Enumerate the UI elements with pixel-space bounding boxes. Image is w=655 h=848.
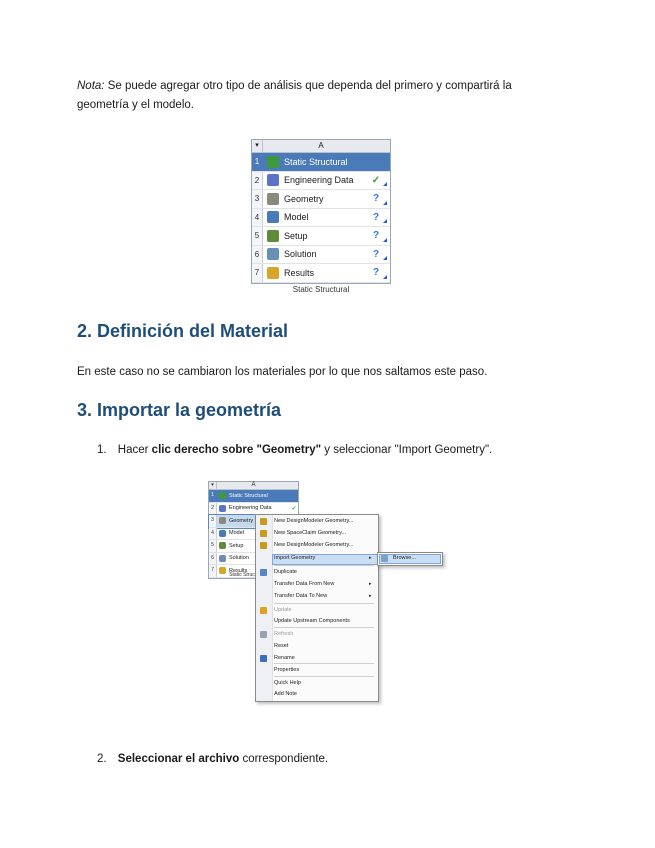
row-label: Engineering Data bbox=[229, 505, 272, 512]
menu-separator bbox=[274, 603, 374, 604]
menu-item-label: Reset bbox=[274, 643, 289, 649]
menu-item[interactable] bbox=[274, 607, 292, 613]
menu-item[interactable] bbox=[274, 643, 288, 649]
system-2-caption: Static Struc bbox=[229, 572, 255, 578]
menu-item-icon bbox=[260, 542, 267, 549]
row-number: 2 bbox=[209, 503, 217, 515]
model-icon bbox=[267, 211, 279, 223]
menu-item-icon bbox=[260, 518, 267, 525]
submenu-arrow-icon: ▸ bbox=[369, 555, 372, 561]
browse-menu-item[interactable]: Browse... bbox=[393, 555, 416, 561]
connection-triangle-icon bbox=[383, 238, 387, 242]
row-label: Geometry bbox=[229, 517, 254, 524]
menu-item-label: Rename bbox=[274, 655, 295, 661]
menu-item[interactable] bbox=[274, 618, 350, 624]
menu-item-label: Update Upstream Components bbox=[274, 618, 350, 624]
system-row[interactable] bbox=[252, 227, 390, 246]
row-number: 6 bbox=[252, 246, 263, 264]
row-number: 6 bbox=[209, 553, 217, 565]
row-label: Solution bbox=[284, 249, 317, 260]
menu-item[interactable] bbox=[274, 680, 301, 686]
row-number: 4 bbox=[252, 209, 263, 227]
nota-label: Nota: bbox=[77, 80, 105, 92]
row-number: 3 bbox=[252, 190, 263, 208]
system-2-header bbox=[209, 482, 298, 490]
step-2-number: 2. bbox=[97, 753, 107, 765]
browse-icon bbox=[381, 555, 388, 562]
menu-item[interactable] bbox=[274, 530, 346, 536]
engineering-data-icon bbox=[267, 174, 279, 186]
results-icon bbox=[267, 267, 279, 279]
attention-icon: ? bbox=[372, 230, 380, 242]
up-to-date-icon: ✓ bbox=[371, 174, 381, 186]
menu-item-label: Transfer Data To New bbox=[274, 593, 328, 599]
row-label: Static Structural bbox=[284, 156, 348, 167]
geometry-icon bbox=[219, 517, 226, 524]
step-1-pre: Hacer bbox=[117, 444, 152, 456]
system-header bbox=[252, 140, 390, 153]
nota-paragraph bbox=[77, 77, 577, 115]
system-row[interactable] bbox=[252, 172, 390, 191]
row-number: 5 bbox=[209, 540, 217, 552]
model-icon bbox=[219, 530, 226, 537]
row-number: 1 bbox=[252, 153, 263, 171]
row-number: 1 bbox=[209, 490, 217, 502]
menu-item-label: Add Note bbox=[274, 691, 297, 697]
static-structural-icon bbox=[219, 492, 226, 499]
system-row[interactable] bbox=[252, 190, 390, 209]
menu-item-label: Properties bbox=[274, 667, 300, 673]
column-label: A bbox=[318, 141, 324, 150]
step-2-bold: Seleccionar el archivo bbox=[117, 753, 240, 765]
submenu-arrow-icon: ▸ bbox=[369, 581, 372, 587]
row-label: Engineering Data bbox=[284, 175, 354, 186]
row-label: Setup bbox=[229, 542, 244, 549]
menu-item-label: Update bbox=[274, 607, 292, 613]
step-2-post: correspondiente. bbox=[239, 753, 329, 765]
step-2 bbox=[97, 750, 577, 769]
collapse-icon-2[interactable]: ▾ bbox=[209, 482, 217, 489]
collapse-icon[interactable]: ▾ bbox=[252, 140, 263, 152]
system-row[interactable] bbox=[252, 264, 390, 283]
menu-item-icon bbox=[260, 631, 267, 638]
engineering-data-icon bbox=[219, 505, 226, 512]
column-label-2: A bbox=[251, 482, 256, 488]
connection-triangle-icon bbox=[383, 201, 387, 205]
row-number: 3 bbox=[209, 515, 217, 527]
menu-item[interactable] bbox=[274, 593, 372, 599]
connection-triangle-icon bbox=[383, 256, 387, 260]
menu-item[interactable] bbox=[274, 581, 372, 587]
menu-item-icon bbox=[260, 655, 267, 662]
attention-icon: ? bbox=[372, 248, 380, 260]
solution-icon bbox=[219, 555, 226, 562]
menu-item[interactable] bbox=[274, 667, 299, 673]
menu-item-icon bbox=[260, 569, 267, 576]
row-number: 4 bbox=[209, 528, 217, 540]
setup-icon bbox=[219, 542, 226, 549]
system-row[interactable] bbox=[252, 153, 390, 172]
connection-triangle-icon bbox=[383, 182, 387, 186]
nota-line1: Se puede agregar otro tipo de análisis que dependa del primero y compartirá la bbox=[104, 80, 512, 92]
menu-item-icon bbox=[260, 530, 267, 537]
row-label: Setup bbox=[284, 230, 308, 241]
attention-icon: ? bbox=[372, 193, 380, 205]
row-label: Solution bbox=[229, 555, 249, 562]
static-structural-icon bbox=[267, 156, 279, 168]
system-row[interactable] bbox=[252, 246, 390, 265]
menu-separator bbox=[274, 676, 374, 677]
menu-separator bbox=[274, 627, 374, 628]
menu-item-label: Duplicate bbox=[274, 569, 297, 575]
menu-item-label: Refresh bbox=[274, 631, 294, 637]
connection-triangle-icon bbox=[383, 219, 387, 223]
up-to-date-icon: ✓ bbox=[291, 505, 297, 512]
system-row[interactable] bbox=[209, 490, 298, 503]
menu-separator bbox=[274, 565, 374, 566]
menu-item-label: New SpaceClaim Geometry... bbox=[274, 530, 347, 536]
static-structural-system bbox=[251, 139, 391, 284]
step-1-number: 1. bbox=[97, 444, 107, 456]
row-label: Results bbox=[284, 267, 315, 278]
menu-item[interactable] bbox=[274, 655, 295, 661]
menu-item-label: Import Geometry bbox=[274, 555, 316, 561]
row-label: Results bbox=[229, 567, 248, 574]
menu-separator bbox=[274, 663, 374, 664]
submenu-arrow-icon: ▸ bbox=[369, 593, 372, 599]
attention-icon: ? bbox=[372, 267, 380, 279]
section-3-heading: 3. Importar la geometría bbox=[77, 400, 282, 420]
step-1 bbox=[97, 441, 577, 460]
section-2-body: En este caso no se cambiaron los materiales por lo que nos saltamos este paso. bbox=[77, 366, 488, 378]
row-number: 5 bbox=[252, 227, 263, 245]
system-caption: Static Structural bbox=[292, 285, 350, 294]
menu-item[interactable] bbox=[274, 691, 297, 697]
context-menu bbox=[255, 514, 379, 702]
row-label: Static Structural bbox=[229, 492, 268, 499]
menu-item[interactable] bbox=[274, 542, 353, 548]
import-geometry-submenu bbox=[377, 552, 443, 566]
row-label: Model bbox=[229, 530, 244, 537]
section-2-heading: 2. Definición del Material bbox=[77, 321, 289, 341]
nota-line2: geometría y el modelo. bbox=[77, 99, 194, 111]
menu-item[interactable] bbox=[274, 631, 293, 637]
menu-item-label: New DesignModeler Geometry... bbox=[274, 518, 354, 524]
setup-icon bbox=[267, 230, 279, 242]
row-label: Geometry bbox=[284, 193, 324, 204]
row-label: Model bbox=[284, 212, 309, 223]
menu-item-label: Quick Help bbox=[274, 680, 301, 686]
attention-icon: ? bbox=[372, 211, 380, 223]
menu-item-icon bbox=[260, 607, 267, 614]
step-1-post: y seleccionar "Import Geometry". bbox=[321, 444, 493, 456]
row-number: 7 bbox=[209, 565, 217, 577]
solution-icon bbox=[267, 248, 279, 260]
menu-item[interactable] bbox=[274, 518, 353, 524]
row-number: 7 bbox=[252, 264, 263, 282]
menu-item[interactable] bbox=[274, 555, 372, 561]
connection-triangle-icon bbox=[383, 275, 387, 279]
menu-item-label: New DesignModeler Geometry... bbox=[274, 542, 354, 548]
menu-item[interactable] bbox=[274, 569, 297, 575]
menu-item-label: Transfer Data From New bbox=[274, 581, 335, 587]
system-row[interactable] bbox=[252, 209, 390, 228]
step-1-bold: clic derecho sobre "Geometry" bbox=[151, 444, 322, 456]
row-number: 2 bbox=[252, 172, 263, 190]
geometry-icon bbox=[267, 193, 279, 205]
